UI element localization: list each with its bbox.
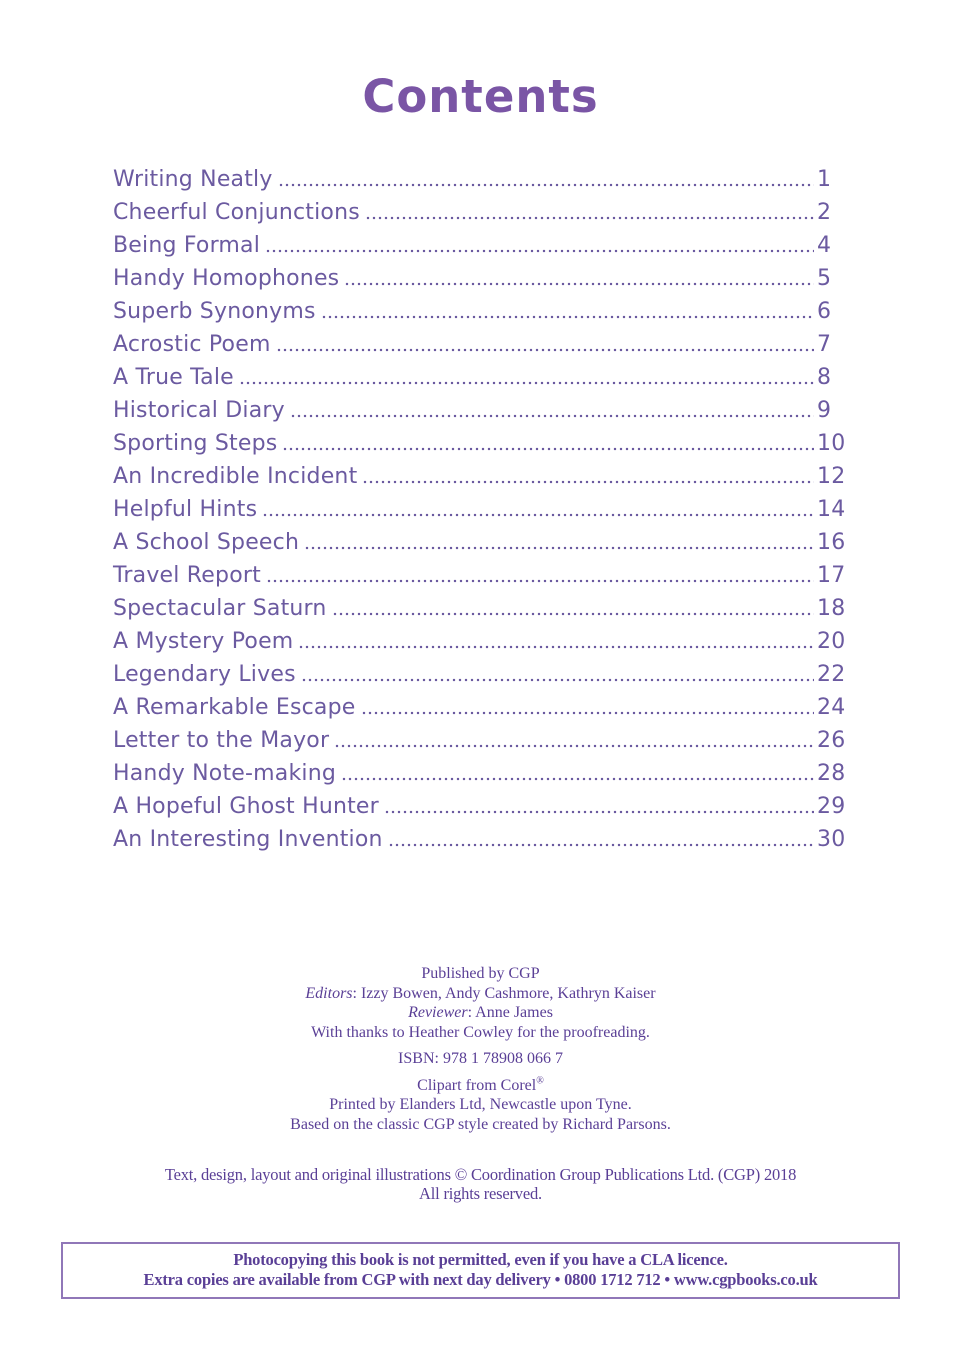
dot-leader	[388, 842, 814, 848]
toc-list	[113, 159, 847, 852]
toc-entry-page: 1	[817, 167, 832, 192]
toc-entry-title: Legendary Lives	[113, 662, 296, 687]
toc-row	[113, 357, 847, 390]
copyright-line1: Text, design, layout and original illustrations © Coordination Group Publications Ltd. (CGP) 2018	[164, 1165, 797, 1184]
toc-entry-page: 22	[817, 662, 846, 687]
dot-leader	[362, 479, 814, 485]
reviewer-name: : Anne James	[467, 1004, 553, 1021]
toc-entry-title: Letter to the Mayor	[113, 728, 330, 753]
toc-row	[113, 753, 847, 786]
toc-entry-title: An Incredible Incident	[113, 464, 358, 489]
toc-entry-title: A True Tale	[113, 365, 234, 390]
toc-entry-title: Historical Diary	[113, 398, 285, 423]
toc-entry-title: A Mystery Poem	[113, 629, 294, 654]
toc-row	[113, 654, 847, 687]
toc-row	[113, 159, 847, 192]
publisher-info	[0, 964, 961, 1134]
registered-trademark-symbol: ®	[536, 1075, 544, 1087]
published-by-line: Published by CGP	[421, 965, 540, 982]
toc-entry-page: 6	[817, 299, 832, 324]
notice-line1: Photocopying this book is not permitted, even if you have a CLA licence.	[233, 1250, 728, 1269]
toc-row	[113, 192, 847, 225]
dot-leader	[266, 578, 814, 584]
editors-names: : Izzy Bowen, Andy Cashmore, Kathryn Kaiser	[352, 984, 656, 1002]
editors-line	[0, 984, 961, 1004]
dot-leader	[344, 281, 814, 287]
toc-row	[113, 687, 847, 720]
toc-row	[113, 489, 847, 522]
toc-entry-title: Handy Homophones	[113, 266, 340, 291]
dot-leader	[334, 743, 814, 749]
dot-leader	[239, 380, 814, 386]
toc-entry-title: A School Speech	[113, 530, 300, 555]
toc-row	[113, 555, 847, 588]
clipart-line	[0, 1076, 961, 1096]
toc-entry-title: Writing Neatly	[113, 167, 273, 192]
dot-leader	[282, 446, 814, 452]
dot-leader	[298, 644, 814, 650]
copyright-line2: All rights reserved.	[419, 1184, 542, 1203]
reviewer-label: Reviewer	[408, 1004, 468, 1021]
dot-leader	[276, 347, 814, 353]
dot-leader	[365, 215, 814, 221]
printing-block	[0, 1076, 961, 1135]
toc-entry-page: 16	[817, 530, 846, 555]
toc-entry-page: 5	[817, 266, 832, 291]
toc-entry-page: 26	[817, 728, 846, 753]
toc-entry-page: 7	[817, 332, 832, 357]
toc-entry-page: 12	[817, 464, 846, 489]
toc-entry-page: 20	[817, 629, 846, 654]
toc-entry-title: Acrostic Poem	[113, 332, 271, 357]
toc-entry-page: 9	[817, 398, 832, 423]
toc-row	[113, 819, 847, 852]
dot-leader	[321, 314, 814, 320]
toc-entry-page: 14	[817, 497, 846, 522]
toc-entry-page: 8	[817, 365, 832, 390]
toc-entry-page: 24	[817, 695, 846, 720]
thanks-line: With thanks to Heather Cowley for the proofreading.	[311, 1023, 650, 1041]
dot-leader	[262, 512, 814, 518]
toc-entry-title: A Hopeful Ghost Hunter	[113, 794, 379, 819]
dot-leader	[278, 182, 814, 188]
toc-row	[113, 522, 847, 555]
toc-entry-title: Cheerful Conjunctions	[113, 200, 360, 225]
toc-entry-title: Spectacular Saturn	[113, 596, 327, 621]
toc-row	[113, 786, 847, 819]
toc-entry-page: 2	[817, 200, 832, 225]
dot-leader	[304, 545, 814, 551]
isbn-line: ISBN: 978 1 78908 066 7	[398, 1050, 563, 1067]
toc-entry-page: 17	[817, 563, 846, 588]
toc-entry-page: 10	[817, 431, 846, 456]
toc-entry-page: 18	[817, 596, 846, 621]
toc-row	[113, 588, 847, 621]
toc-entry-page: 29	[817, 794, 846, 819]
based-on-line: Based on the classic CGP style created by Richard Parsons.	[290, 1115, 671, 1133]
publisher-main-block	[0, 964, 961, 1042]
dot-leader	[332, 611, 814, 617]
isbn-block	[0, 1049, 961, 1069]
dot-leader	[361, 710, 814, 716]
toc-entry-title: Being Formal	[113, 233, 261, 258]
editors-label: Editors	[305, 984, 353, 1002]
toc-row	[113, 621, 847, 654]
toc-entry-title: A Remarkable Escape	[113, 695, 356, 720]
toc-row	[113, 423, 847, 456]
page-title: Contents	[362, 70, 599, 123]
dot-leader	[290, 413, 814, 419]
printed-by-line: Printed by Elanders Ltd, Newcastle upon Tyne.	[329, 1096, 632, 1113]
toc-row	[113, 324, 847, 357]
notice-line2: Extra copies are available from CGP with next day delivery • 0800 1712 712 • www.cgpbooks.co.uk	[143, 1270, 818, 1289]
toc-entry-title: Handy Note-making	[113, 761, 337, 786]
toc-entry-title: Superb Synonyms	[113, 299, 316, 324]
toc-entry-title: An Interesting Invention	[113, 827, 383, 852]
toc-entry-page: 28	[817, 761, 846, 786]
dot-leader	[341, 776, 814, 782]
photocopying-notice-box	[61, 1242, 900, 1299]
toc-row	[113, 390, 847, 423]
toc-entry-page: 4	[817, 233, 832, 258]
dot-leader	[301, 677, 814, 683]
toc-entry-title: Sporting Steps	[113, 431, 278, 456]
toc-entry-title: Travel Report	[113, 563, 261, 588]
toc-entry-page: 30	[817, 827, 846, 852]
reviewer-line	[0, 1003, 961, 1023]
clipart-text: Clipart from Corel	[417, 1076, 537, 1094]
dot-leader	[265, 248, 814, 254]
toc-row	[113, 258, 847, 291]
toc-entry-title: Helpful Hints	[113, 497, 258, 522]
toc-row	[113, 456, 847, 489]
toc-row	[113, 225, 847, 258]
dot-leader	[384, 809, 814, 815]
toc-row	[113, 720, 847, 753]
copyright-notice	[0, 1165, 961, 1203]
toc-row	[113, 291, 847, 324]
